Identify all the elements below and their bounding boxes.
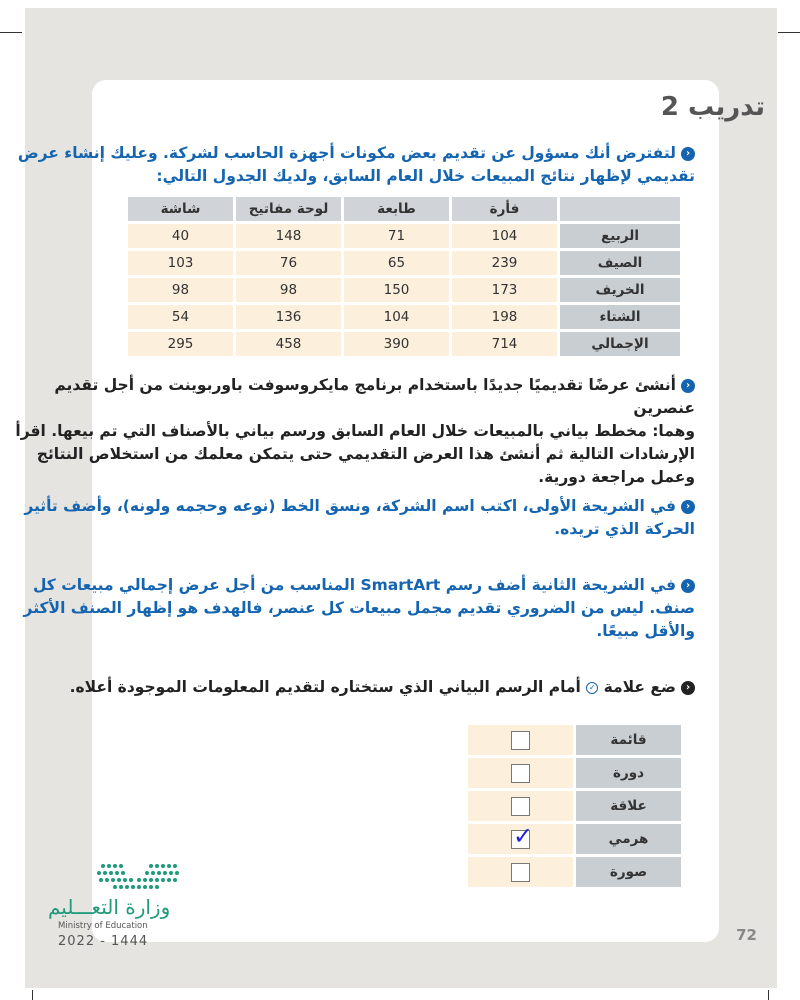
instruction-line [0, 466, 695, 489]
instruction-line [0, 443, 695, 466]
page-number: 72 [736, 926, 757, 944]
table-cell: 98 [236, 278, 341, 302]
table-row [128, 251, 680, 275]
crop-mark [0, 32, 22, 33]
slide1-text: الحركة الذي تريده. [554, 520, 695, 538]
question-paragraph [70, 676, 695, 699]
slide1-line [24, 518, 695, 541]
table-header-cell [560, 197, 680, 221]
checkbox[interactable] [511, 863, 530, 882]
slide2-text: صنف. ليس من الضروري تقديم مجمل مبيعات كل عنصر، فالهدف هو إظهار الصنف الأكثر [23, 599, 695, 617]
intro-line-1 [18, 142, 695, 165]
row-label: الإجمالي [560, 332, 680, 356]
slide2-text: والأقل مبيعًا. [596, 622, 695, 640]
choice-row [468, 725, 681, 755]
choice-row [468, 791, 681, 821]
row-label: الصيف [560, 251, 680, 275]
slide2-line [24, 597, 695, 620]
table-cell: 198 [452, 305, 557, 329]
table-header-cell: فأرة [452, 197, 557, 221]
table-cell: 54 [128, 305, 233, 329]
table-cell: 390 [344, 332, 449, 356]
table-cell: 40 [128, 224, 233, 248]
choice-cell [468, 725, 573, 755]
page-title: تدريب 2 [660, 92, 765, 122]
chevron-left-icon: ‹ [681, 379, 695, 393]
choice-row [468, 824, 681, 854]
instruction-line [0, 374, 695, 420]
table-cell: 71 [344, 224, 449, 248]
edition-year: 2022 - 1444 [58, 934, 149, 949]
table-cell: 239 [452, 251, 557, 275]
checkmark-icon: ✓ [513, 822, 534, 850]
slide2-text: في الشريحة الثانية أضف رسم SmartArt المناسب من أجل عرض إجمالي مبيعات كل [32, 576, 676, 594]
table-header-cell: لوحة مفاتيح [236, 197, 341, 221]
choice-row [468, 857, 681, 887]
choice-label: هرمي [576, 824, 681, 854]
row-label: الربيع [560, 224, 680, 248]
sales-table [125, 194, 683, 359]
slide1-line [24, 495, 695, 518]
choice-label: قائمة [576, 725, 681, 755]
choice-cell [468, 791, 573, 821]
table-header-row [128, 197, 680, 221]
slide1-paragraph [24, 495, 695, 541]
question-text-after: أمام الرسم البياني الذي ستختاره لتقديم المعلومات الموجودة أعلاه. [69, 678, 581, 696]
table-row [128, 305, 680, 329]
table-cell: 150 [344, 278, 449, 302]
table-row [128, 224, 680, 248]
table-cell: 714 [452, 332, 557, 356]
ministry-name-arabic: وزارة التعـــليم [48, 895, 171, 919]
chevron-left-icon: ‹ [681, 681, 695, 695]
choice-cell [468, 857, 573, 887]
slide2-paragraph [24, 574, 695, 643]
table-cell: 458 [236, 332, 341, 356]
chevron-left-icon: ‹ [681, 500, 695, 514]
table-row [128, 332, 680, 356]
instruction-text: وعمل مراجعة دورية. [538, 468, 695, 486]
intro-text-1: لتفترض أنك مسؤول عن تقديم بعض مكونات أجهزة الحاسب لشركة. وعليك إنشاء عرض [17, 144, 676, 162]
choice-label: صورة [576, 857, 681, 887]
instruction-text: وهما: مخطط بياني بالمبيعات خلال العام السابق ورسم بياني بالأصناف التي تم بيعها. اقرأ [15, 422, 695, 440]
choice-row [468, 758, 681, 788]
crop-mark [32, 990, 33, 1000]
intro-text-2: تقديمي لإظهار نتائج المبيعات خلال العام السابق، ولديك الجدول التالي: [156, 167, 695, 185]
table-cell: 98 [128, 278, 233, 302]
checkbox-checked[interactable] [511, 822, 534, 850]
instruction-text: أنشئ عرضًا تقديميًا جديدًا باستخدام برنامج مايكروسوفت باوربوينت من أجل تقديم عنصرين [54, 376, 695, 417]
table-cell: 295 [128, 332, 233, 356]
table-cell: 65 [344, 251, 449, 275]
choices-table [465, 722, 684, 890]
intro-paragraph [18, 142, 695, 188]
crop-mark [778, 32, 800, 33]
slide1-text: في الشريحة الأولى، اكتب اسم الشركة، ونسق الخط (نوعه وحجمه ولونه)، وأضف تأثير [24, 497, 676, 515]
checkbox[interactable] [511, 797, 530, 816]
table-cell: 103 [128, 251, 233, 275]
intro-line-2 [18, 165, 695, 188]
table-cell: 136 [236, 305, 341, 329]
row-label: الشتاء [560, 305, 680, 329]
table-header-cell: طابعة [344, 197, 449, 221]
chevron-left-icon: ‹ [681, 579, 695, 593]
table-cell: 76 [236, 251, 341, 275]
crop-mark [768, 990, 769, 1000]
table-cell: 148 [236, 224, 341, 248]
ministry-logo-icon [55, 858, 205, 898]
slide2-line [24, 574, 695, 597]
choice-cell [468, 758, 573, 788]
chevron-left-icon: ‹ [681, 147, 695, 161]
table-row [128, 278, 680, 302]
instruction-text: الإرشادات التالية ثم أنشئ هذا العرض التقديمي حتى يتمكن معلمك من استخلاص النتائج [36, 445, 695, 463]
choice-label: علاقة [576, 791, 681, 821]
checkbox[interactable] [511, 764, 530, 783]
table-cell: 104 [344, 305, 449, 329]
row-label: الخريف [560, 278, 680, 302]
choice-label: دورة [576, 758, 681, 788]
ministry-name-english: Ministry of Education [58, 921, 148, 931]
checkbox[interactable] [511, 731, 530, 750]
table-cell: 104 [452, 224, 557, 248]
slide2-line [24, 620, 695, 643]
question-text-before: ضع علامة [603, 678, 676, 696]
table-cell: 173 [452, 278, 557, 302]
instruction-line [0, 420, 695, 443]
instructions-paragraph [0, 374, 695, 489]
check-circle-icon: ✓ [586, 682, 598, 694]
table-header-cell: شاشة [128, 197, 233, 221]
choice-cell [468, 824, 573, 854]
